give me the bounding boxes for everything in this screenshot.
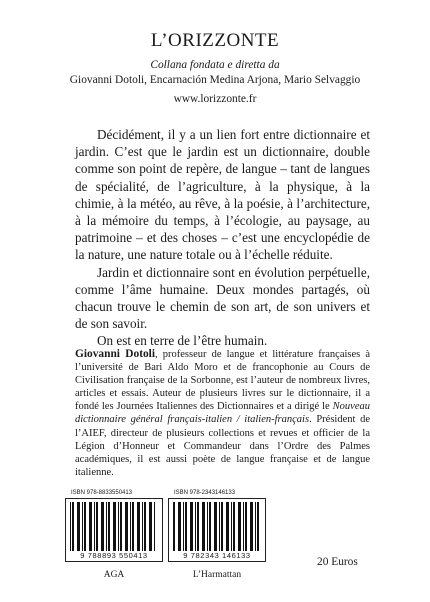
isbn-label: ISBN 978-2343146133 — [174, 490, 236, 496]
series-editors: Giovanni Dotoli, Encarnación Medina Arjona, Mario Selvaggio — [69, 74, 361, 86]
bio-text-1: , professeur de langue et littérature françaises à l’université de Bari Aldo Moro et de francophonie au Cours de Civilisation française de la Sorbonne, est l’auteur de nombreux livres, articles et essais. Auteur de plusieurs livres sur le dictionnaire, il a fondé les Journées Italiennes des Dictionnaires et a dirigé le — [75, 349, 370, 413]
barcode-box — [65, 498, 163, 562]
barcode-icon — [70, 502, 158, 558]
series-subtitle: Collana fondata e diretta da — [150, 59, 280, 71]
blurb-paragraph-2: Jardin et dictionnaire sont en évolution perpétuelle, comme l’âme humaine. Deux mondes partagés, où chacun trouve le chemin de son art, de son univers et de son savoir. — [75, 264, 370, 332]
author-bio — [75, 348, 370, 479]
series-website[interactable]: www.lorizzonte.fr — [173, 93, 257, 105]
author-name: Giovanni Dotoli — [75, 348, 156, 360]
barcode-digits: 9 782343 146133 — [171, 551, 263, 560]
publisher-label: L’Harmattan — [192, 570, 242, 580]
publisher-label: AGA — [103, 570, 125, 580]
blurb-paragraph-3: On est en terre de l’être humain. — [97, 333, 268, 349]
barcode-box — [168, 498, 266, 562]
price: 20 Euros — [317, 556, 358, 568]
barcode-icon — [173, 502, 261, 558]
bio-text-2: . Président de l’AIEF, directeur de plusieurs collections et revues et officier de la Légion d’Honneur et Commandeur dans l’Ordre des Palmes académiques, il est aussi poète de langue française et de langue italienne. — [75, 414, 370, 478]
series-title: L’ORIZZONTE — [150, 30, 280, 51]
barcode-block-aga — [65, 490, 163, 580]
blurb-paragraph-1: Décidément, il y a un lien fort entre dictionnaire et jardin. C’est que le jardin est un dictionnaire, double comme son point de repère, de langue – tant de langues de spécialité, de l’agriculture, à la physique, à la chimie, à la météo, au rêve, à la poésie, à l’architecture, à la mémoire du temps, à l’écologie, au paysage, au patrimoine – et des choses – c’est une encyclopédie de la nature, une nature totale ou à l’échelle réduite. — [75, 127, 370, 263]
barcode-block-harmattan — [168, 490, 266, 580]
bio-book-title: Nouveau dictionnaire général français-italien / italien-français — [75, 401, 370, 426]
barcode-digits: 9 788893 550413 — [68, 551, 160, 560]
isbn-label: ISBN 978-8833550413 — [71, 490, 133, 496]
blurb-text — [75, 126, 370, 350]
series-header — [0, 30, 430, 106]
